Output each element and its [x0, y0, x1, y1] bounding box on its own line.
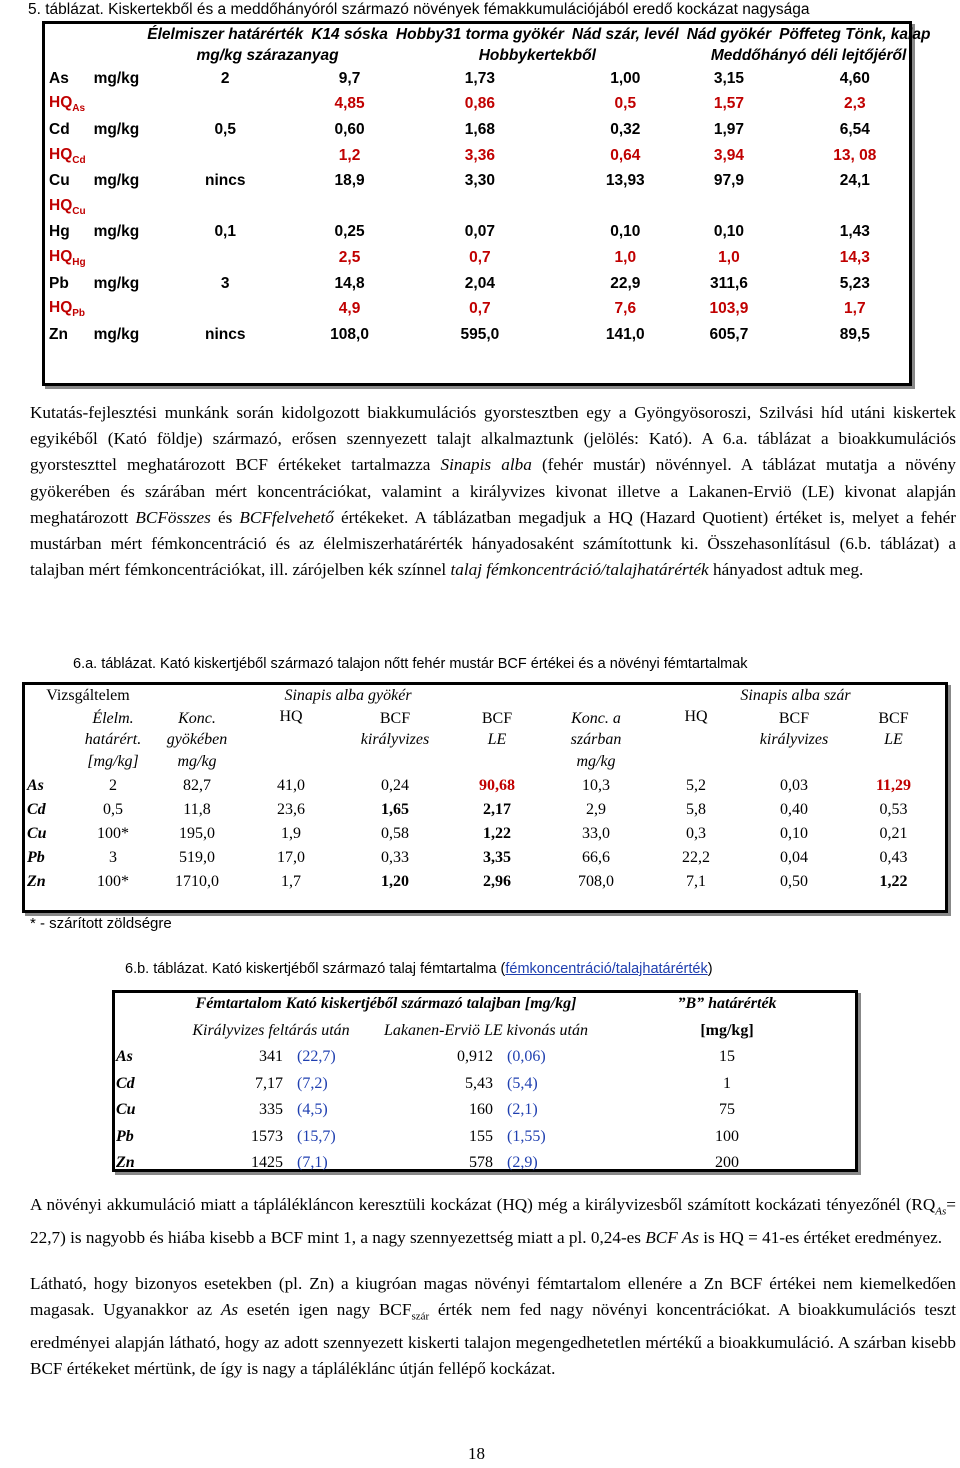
table6a-cell: 0,21 — [879, 825, 908, 842]
table5-row — [45, 296, 934, 322]
table5-row-unit: mg/kg — [93, 223, 140, 241]
t5-h-c1: Élelmiszer határérték — [147, 26, 304, 43]
table6b-element: Pb — [116, 1127, 134, 1145]
table6a-cell: 1,22 — [483, 825, 511, 842]
table5-row — [45, 220, 934, 246]
table6b-limit: 1 — [723, 1074, 731, 1092]
table5-cell: 1,57 — [713, 95, 745, 113]
t6a-h-bcf-kiraly2: BCF királyvizes — [759, 710, 829, 748]
table5-row — [45, 66, 934, 92]
table5-row-label: Hg — [49, 223, 70, 241]
table6b-kiraly-value: 7,17 — [255, 1074, 283, 1092]
table6a-cell: 22,2 — [682, 849, 710, 866]
table5-cell — [143, 245, 307, 271]
table5-row-label: $HQ_{Cd}$ — [49, 145, 86, 166]
table5-cell: 18,9 — [334, 172, 365, 190]
table5-cell: 4,60 — [839, 69, 870, 87]
table5-cell — [307, 194, 392, 220]
t5-h-sub3: Meddőhányó déli lejtőjéről — [710, 47, 907, 64]
table5-row-label: Zn — [49, 325, 68, 343]
table6b-limit: 75 — [719, 1101, 735, 1119]
table5-row-label: $HQ_{Cu}$ — [49, 196, 86, 217]
table5-row — [45, 143, 934, 169]
table5-cell: 4,85 — [334, 95, 365, 113]
table5-cell: 2 — [220, 69, 230, 87]
t6a-h-bcf-le: BCF LE — [481, 710, 513, 748]
table6a-cell: 0,58 — [381, 825, 409, 842]
table6a — [24, 684, 943, 894]
t6a-h-bcf-kiraly: BCF királyvizes — [360, 710, 430, 748]
table6b-row — [113, 1044, 853, 1071]
table6a-cell: 519,0 — [179, 849, 215, 866]
table5-row — [45, 271, 934, 297]
table5-row-label: Cd — [49, 120, 70, 138]
table6a-cell: 23,6 — [277, 801, 305, 818]
table5-cell: 0,7 — [469, 300, 491, 318]
table6a-caption: 6.a. táblázat. Kató kiskertjéből származó talajon nőtt fehér mustár BCF értékei és a növényi fémtartalmak — [73, 656, 748, 672]
table6a-cell: 708,0 — [578, 873, 614, 890]
table6b-element: As — [116, 1048, 133, 1066]
table5-cell: 1,0 — [614, 248, 637, 266]
t6b-h-main: Fémtartalom Kató kiskertjéből származó talajban [mg/kg] — [195, 995, 577, 1013]
table5-cell: nincs — [204, 325, 246, 343]
table6a-element: Zn — [27, 873, 46, 890]
table5-row-label: Cu — [49, 172, 70, 190]
table6b-row — [113, 1124, 853, 1151]
t6a-h-unit1: [mg/kg] — [87, 753, 139, 770]
table5-cell: 2,5 — [338, 248, 361, 266]
table6a-cell: 0,43 — [879, 849, 908, 866]
table5-row-unit: mg/kg — [93, 120, 140, 138]
table5-cell: 97,9 — [713, 172, 745, 190]
table5-row-unit — [90, 194, 144, 220]
t6b-h-b2: [mg/kg] — [700, 1021, 754, 1039]
table5-row-unit: mg/kg — [93, 325, 140, 343]
table5-cell: 5,23 — [839, 274, 870, 292]
table6a-cell: 0,53 — [879, 801, 908, 818]
table5-row-unit — [90, 296, 144, 322]
table6a-row — [24, 798, 943, 822]
table6a-cell: 11,29 — [875, 777, 912, 794]
table6b-kiraly-ratio: (22,7) — [297, 1048, 336, 1066]
table6a-cell: 0,5 — [103, 801, 123, 818]
table5-row-unit — [90, 92, 144, 118]
table6a-cell: 2,17 — [483, 801, 511, 818]
table5-cell: 3,15 — [713, 69, 745, 87]
table6a-row — [24, 846, 943, 870]
table5-cell: 22,9 — [610, 274, 641, 292]
t6a-h-koncszar: Konc. a szárban — [570, 710, 622, 748]
table6a-cell: 100* — [97, 873, 129, 890]
paragraph-3: Látható, hogy bizonyos esetekben (pl. Zn) a kiugróan magas növényi fémtartalom ellenére a Zn BCF értékei nem kiemelkedően magasak. Ugyanakkor az As esetén igen nagy $BCF_{szár}$ érték nem fed nagy növényi koncentrációkat. A bioakkumulációs teszt eredményei alapján látható, hogy az adott szennyezett kiskerti talajon megengedhetetlen mértékű a bioakkumuláció. A szárban kisebb BCF értékeket mértünk, de így is nagy a tápláléklánc útján fellépő kockázat. — [30, 1274, 956, 1379]
table5-cell — [143, 143, 307, 169]
t6a-h-gyoker: Sinapis alba gyökér — [284, 687, 412, 704]
table5-cell: 1,2 — [338, 146, 361, 164]
table5-caption: 5. táblázat. Kiskertekből és a meddőhányóról származó növények fémakkumulációjából eredő kockázat nagysága — [28, 1, 810, 18]
table5-cell: 0,32 — [610, 120, 641, 138]
table6a-cell: 0,33 — [381, 849, 409, 866]
table6a-cell: 195,0 — [179, 825, 215, 842]
t6a-h-elelm: Élelm. határért. — [84, 710, 142, 748]
table5-cell — [143, 194, 307, 220]
table6b-limit: 100 — [715, 1127, 739, 1145]
table5-cell: 14,3 — [839, 248, 870, 266]
t6b-h-b1: ”B” határérték — [677, 995, 777, 1013]
table5-cell: 1,7 — [844, 300, 866, 318]
table5-cell: 3,30 — [464, 172, 495, 190]
table5-cell — [568, 194, 683, 220]
page-number: 18 — [468, 1444, 485, 1463]
table5-cell: 89,5 — [839, 325, 870, 343]
table6b — [113, 991, 853, 1177]
table5-cell: 1,0 — [718, 248, 740, 266]
table6a-cell: 0,03 — [780, 777, 808, 794]
table5-cell: 108,0 — [330, 325, 369, 343]
t5-h-c4: Nád szár, levél — [571, 26, 679, 43]
table5-cell: 3 — [220, 274, 230, 292]
table5-cell: 605,7 — [709, 325, 749, 343]
table5-cell: 1,43 — [839, 223, 870, 241]
table6b-kiraly-ratio: (15,7) — [297, 1127, 336, 1145]
t5-h-c2: K14 sóska — [311, 26, 388, 43]
table6a-cell: 10,3 — [582, 777, 610, 794]
table6a-cell: 2,96 — [483, 873, 511, 890]
table6b-le-value: 160 — [469, 1101, 493, 1119]
table6a-element: Pb — [27, 849, 45, 866]
table6b-le-value: 0,912 — [457, 1048, 493, 1066]
table5-row-unit: mg/kg — [93, 172, 140, 190]
table6b-row — [113, 1097, 853, 1124]
t5-h-sub1: mg/kg szárazanyag — [196, 47, 339, 64]
table5-cell: 7,6 — [614, 300, 637, 318]
table6b-le-value: 155 — [469, 1127, 493, 1145]
t6a-h-vizsg: Vizsgáltelem — [46, 687, 130, 704]
table6a-cell: 1710,0 — [175, 873, 219, 890]
table6a-element: As — [27, 777, 44, 794]
table5-row-unit: mg/kg — [93, 274, 140, 292]
table6a-row — [24, 870, 943, 894]
table6b-element: Cu — [116, 1101, 136, 1119]
table5-cell: 0,64 — [610, 146, 641, 164]
t6a-h-unit3: mg/kg — [576, 753, 616, 770]
table5-cell: 103,9 — [709, 300, 749, 318]
table6a-cell: 11,8 — [183, 801, 211, 818]
table6b-kiraly-value: 1573 — [251, 1127, 283, 1145]
table6a-cell: 0,40 — [780, 801, 808, 818]
table5-row — [45, 322, 934, 348]
table5-cell: 1,00 — [610, 69, 641, 87]
table6a-cell: 82,7 — [183, 777, 211, 794]
table6a-row — [24, 774, 943, 798]
table6b-element: Cd — [116, 1074, 135, 1092]
table5-row — [45, 194, 934, 220]
t5-h-c5: Nád gyökér — [686, 26, 772, 43]
table5-cell: 14,8 — [334, 274, 365, 292]
table6a-cell: 0,10 — [780, 825, 808, 842]
table5-row-label: $HQ_{Pb}$ — [49, 299, 86, 320]
table6b-kiraly-ratio: (4,5) — [297, 1101, 328, 1119]
table6b-limit: 200 — [715, 1154, 739, 1172]
table6b-le-value: 578 — [469, 1154, 493, 1172]
table5-row-unit — [90, 143, 144, 169]
table5-cell: 13,93 — [605, 172, 645, 190]
t6b-h-kiraly: Királyvizes feltárás után — [192, 1021, 350, 1039]
paragraph-2: A növényi akkumuláció miatt a táplálékláncon keresztüli kockázat (HQ) még a királyvizesből számított kockázati tényezőnél $(RQ_{As}= 22,7)$ is nagyobb és hiába kisebb a BCF mint 1, a nagy szennyezettség miatt a pl. 0,24-es BCF As is HQ = 41-es értéket eredményez. — [30, 1195, 956, 1247]
table5-cell — [683, 194, 775, 220]
table6a-cell: 90,68 — [479, 777, 515, 794]
table6a-cell: 7,1 — [686, 873, 706, 890]
table5-row-label: As — [49, 69, 69, 87]
table6b-le-ratio: (1,55) — [507, 1127, 546, 1145]
table5-cell: 4,9 — [338, 300, 361, 318]
table5 — [45, 24, 934, 348]
t5-h-c6: Pöffeteg Tönk, kalap — [779, 26, 931, 43]
table5-cell: 0,25 — [334, 223, 365, 241]
table5-cell: 24,1 — [839, 172, 870, 190]
table6a-cell: 0,3 — [686, 825, 706, 842]
table5-cell: 1,97 — [713, 120, 745, 138]
t5-h-c3: Hobby31 torma gyökér — [395, 26, 564, 43]
table6a-cell: 33,0 — [582, 825, 610, 842]
table6b-le-ratio: (5,4) — [507, 1074, 538, 1092]
table6a-cell: 1,22 — [879, 873, 908, 890]
table6b-limit: 15 — [719, 1048, 735, 1066]
table5-cell — [392, 194, 568, 220]
table6b-le-ratio: (2,9) — [507, 1154, 538, 1172]
table5-cell: 595,0 — [460, 325, 500, 343]
table5-cell: 0,1 — [214, 223, 236, 241]
table5-cell — [775, 194, 934, 220]
table5-cell: 0,86 — [464, 95, 495, 113]
table6b-kiraly-value: 1425 — [251, 1154, 283, 1172]
table5-cell — [143, 92, 307, 118]
table6b-le-ratio: (2,1) — [507, 1101, 538, 1119]
table6a-cell: 3 — [109, 849, 117, 866]
table5-row — [45, 92, 934, 118]
table5-cell: nincs — [204, 172, 246, 190]
table5-cell: 1,73 — [464, 69, 495, 87]
table5-cell: 0,07 — [464, 223, 495, 241]
table6a-cell: 17,0 — [277, 849, 305, 866]
table6b-kiraly-value: 335 — [259, 1101, 283, 1119]
table6b-row — [113, 1071, 853, 1098]
table5-row-unit: mg/kg — [93, 69, 140, 87]
t5-h-sub2: Hobbykertekből — [478, 47, 596, 64]
table6b-kiraly-value: 341 — [259, 1048, 283, 1066]
table5-cell: 6,54 — [839, 120, 870, 138]
t6a-h-hq: HQ — [279, 708, 303, 725]
table5-row-label: Pb — [49, 274, 69, 292]
table5-cell: 141,0 — [605, 325, 645, 343]
table6b-kiraly-ratio: (7,2) — [297, 1074, 328, 1092]
table6a-cell: 0,04 — [780, 849, 808, 866]
table6a-cell: 0,50 — [780, 873, 808, 890]
table5-cell: 0,5 — [614, 95, 637, 113]
table5-cell: 3,94 — [713, 146, 745, 164]
table6b-kiraly-ratio: (7,1) — [297, 1154, 328, 1172]
table5-cell: 3,36 — [464, 146, 495, 164]
t6a-h-bcf-le2: BCF LE — [878, 710, 909, 748]
table5-cell: 9,7 — [338, 69, 361, 87]
table5-cell: 0,60 — [334, 120, 365, 138]
t6b-h-lak: Lakanen-Erviö LE kivonás után — [384, 1021, 588, 1039]
table5-row — [45, 245, 934, 271]
table6a-cell: 1,20 — [381, 873, 409, 890]
table6a-cell: 5,2 — [686, 777, 706, 794]
table6a-cell: 5,8 — [686, 801, 706, 818]
table5-cell: 0,10 — [610, 223, 641, 241]
table6b-row — [113, 1150, 853, 1177]
table6a-cell: 3,35 — [483, 849, 511, 866]
table6a-row — [24, 822, 943, 846]
table5-cell: 13, 08 — [833, 146, 877, 164]
table6b-le-value: 5,43 — [465, 1074, 493, 1092]
table6a-cell: 1,65 — [381, 801, 409, 818]
table6b-caption: 6.b. táblázat. Kató kiskertjéből származó talaj fémtartalma (fémkoncentráció/talajhatárérték) — [125, 961, 713, 977]
table5-row — [45, 168, 934, 194]
t6a-h-konc: Konc. gyökében — [166, 710, 228, 748]
table6a-cell: 2 — [109, 777, 117, 794]
table5-cell: 0,5 — [214, 120, 236, 138]
table6a-cell: 0,24 — [381, 777, 409, 794]
table6b-le-ratio: (0,06) — [507, 1048, 546, 1066]
t6a-h-unit2: mg/kg — [177, 753, 217, 770]
table5-cell: 1,68 — [464, 120, 495, 138]
table5-row — [45, 117, 934, 143]
table5-row-label: $HQ_{Hg}$ — [49, 247, 86, 268]
table5-cell: 311,6 — [709, 274, 748, 292]
table6a-element: Cu — [27, 825, 47, 842]
table6a-cell: 1,9 — [281, 825, 301, 842]
table6a-cell: 66,6 — [582, 849, 610, 866]
table6a-element: Cd — [27, 801, 46, 818]
table5-row-unit — [90, 245, 144, 271]
table6a-cell: 1,7 — [281, 873, 301, 890]
table6a-cell: 2,9 — [586, 801, 606, 818]
table5-cell: 0,7 — [469, 248, 491, 266]
t6a-h-szar: Sinapis alba szár — [740, 687, 851, 704]
table5-cell — [143, 296, 307, 322]
table5-cell: 2,3 — [844, 95, 866, 113]
table6b-element: Zn — [116, 1154, 135, 1172]
paragraph-1: Kutatás-fejlesztési munkánk során kidolgozott biakkumulációs gyorstesztben egy a Gyöngyösoroszi, Szilvási híd utáni kiskertek egyikéből (Kató földje) származó, erősen szennyezett talajt alkalmaztunk (jelölés: Kató). A 6.a. táblázat a bioakkumulációs gyorsteszttel meghatározott BCF értékeket tartalmazza Sinapis alba (fehér mustár) növénnyel. A táblázat mutatja a növény gyökerében és szárában mért koncentrációkat, valamint a királyvizes kivonat illetve a Lakanen-Erviö (LE) kivonat alapján meghatározott BCFösszes és BCFfelvehető értékeket. A táblázatban megadjuk a HQ (Hazard Quotient) értéket is, melyet a fehér mustárban mért fémkoncentráció és az élelmiszerhatárérték hányadosaként számítottunk ki. Összehasonlításul (6.b. táblázat) a talajban mért fémkoncentrációkat, ill. zárójelben kék színnel talaj fémkoncentráció/talajhatárérték hányadost adtuk meg. — [30, 403, 957, 580]
t6a-h-hq2: HQ — [684, 708, 708, 725]
table5-cell: 0,10 — [713, 223, 745, 241]
table6a-footnote: * - szárított zöldségre — [30, 915, 172, 932]
table6a-cell: 100* — [97, 825, 129, 842]
table5-row-label: $HQ_{As}$ — [49, 94, 86, 115]
table5-cell: 2,04 — [464, 274, 495, 292]
table6a-cell: 41,0 — [277, 777, 305, 794]
